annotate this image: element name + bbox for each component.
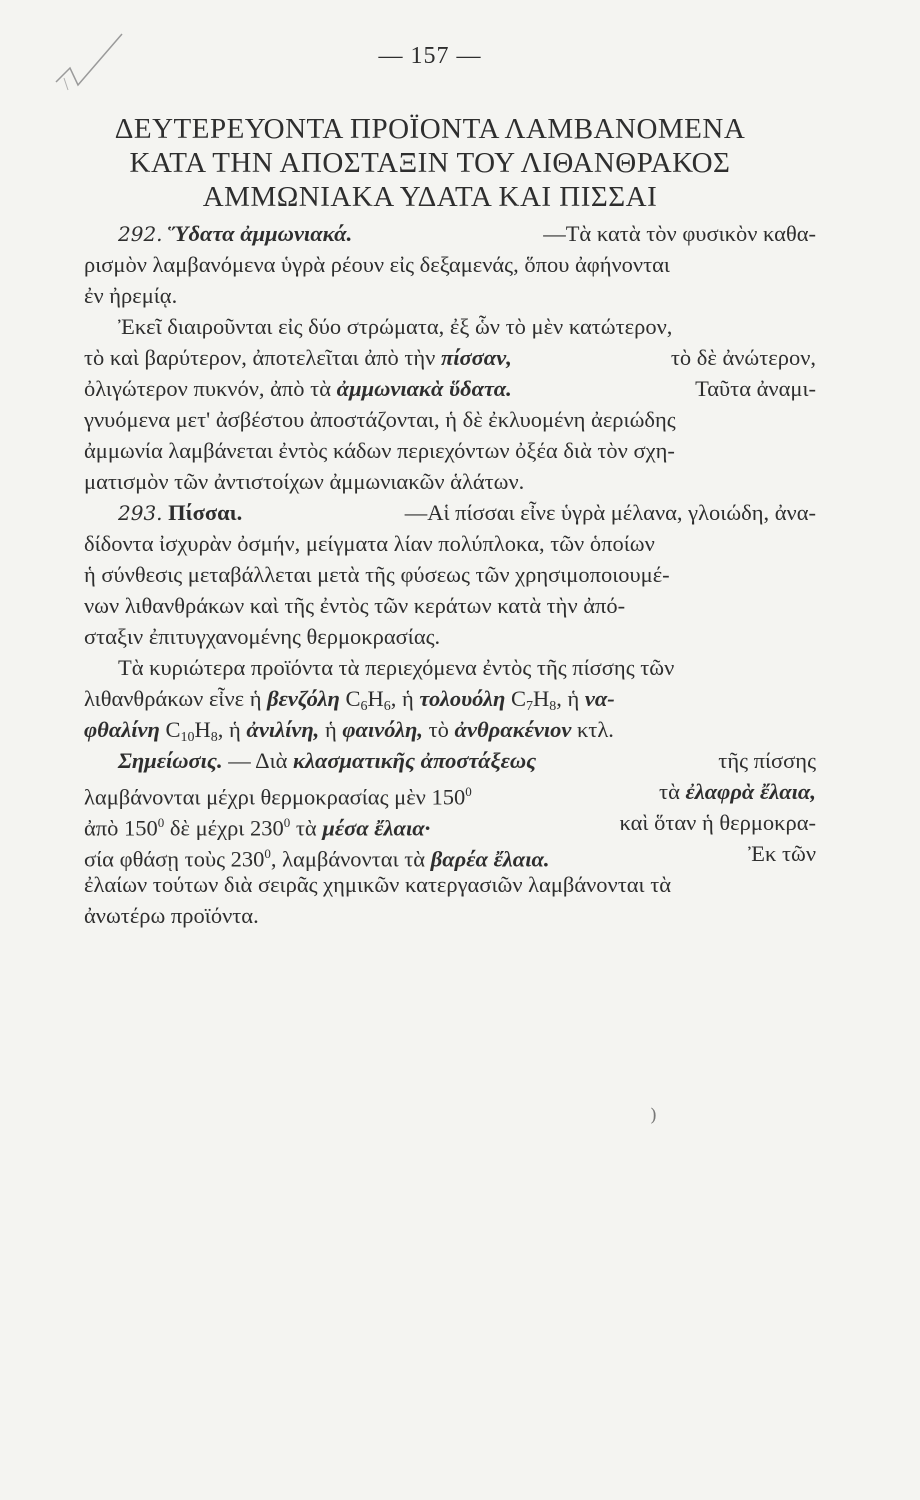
text-span: C: [339, 686, 361, 711]
term-toluoli: τολουόλη: [419, 686, 506, 711]
superscript: 0: [283, 815, 291, 830]
term-mesa-elaia: μέσα ἔλαια·: [322, 815, 431, 841]
text-span: , λαμβάνονται τὰ: [270, 846, 431, 872]
text-line: [84, 714, 816, 745]
text-span: [84, 342, 512, 373]
term-pissan: πίσσαν,: [440, 345, 512, 370]
term-naphthalini-end: φθαλίνη: [84, 717, 160, 742]
text-line: [84, 652, 816, 683]
term-naphthalini-start: να-: [584, 686, 615, 711]
text-span: —Τὰ κατὰ τὸν φυσικὸν καθα-: [543, 221, 816, 246]
text-line: σταξιν ἐπιτυγχανομένης θερμοκρασίας.: [84, 624, 441, 649]
text-span: ὀλιγώτερον πυκνόν, ἀπὸ τὰ: [84, 376, 337, 401]
text-span: τὸ καὶ βαρύτερον, ἀποτελεῖται ἀπὸ τὴν: [84, 345, 441, 370]
text-line: γνυόμενα μετ' ἀσβέστου ἀποστάζονται, ἡ δὲ ἐκλυομένη ἀεριώδης: [84, 407, 676, 432]
section-title-293: Πίσσαι.: [168, 500, 243, 525]
text-span: H: [194, 717, 211, 742]
text-line: [84, 807, 816, 841]
text-line: ἡ σύνθεσις μεταβάλλεται μετὰ τῆς φύσεως τῶν χρησιμοποιουμέ-: [84, 562, 670, 587]
text-line: ἐν ἠρεμίᾳ.: [84, 283, 178, 308]
note-label: Σημείωσις.: [118, 748, 223, 773]
text-span: C: [159, 717, 181, 742]
chapter-heading: [40, 112, 820, 214]
page-number: — 157 —: [378, 43, 482, 69]
text-span: , ἡ: [556, 686, 585, 711]
body-text: [84, 218, 816, 931]
text-span: [84, 745, 536, 776]
text-span: ἀπὸ 150: [84, 815, 158, 841]
term-anilini: ἀνιλίνη,: [246, 717, 320, 742]
subscript: 8: [210, 730, 218, 745]
text-line: δίδοντα ἰσχυρὰν ὀσμήν, μείγματα λίαν πολύπλοκα, τῶν ὁποίων: [84, 531, 655, 556]
line-start: [84, 218, 352, 249]
text-span: —Αἱ πίσσαι εἶνε ὑγρὰ μέλανα, γλοιώδη, ἀνα-: [404, 500, 816, 525]
superscript: 0: [465, 784, 472, 799]
text-span: [659, 776, 816, 807]
superscript: 0: [157, 815, 165, 830]
text-span: Ἐκ τῶν: [748, 841, 816, 866]
text-line: [84, 745, 816, 776]
text-span: καὶ ὅταν ἡ θερμοκρα-: [619, 810, 816, 835]
section-title-292: Ὕδατα ἀμμωνιακά.: [168, 221, 353, 246]
line-start: [84, 497, 242, 528]
text-span: [84, 807, 431, 841]
text-span: τὰ: [290, 815, 323, 841]
subscript: 7: [525, 699, 533, 714]
text-span: τὰ: [659, 779, 686, 804]
text-line: [84, 776, 816, 810]
term-anthrakenion: ἀνθρακένιον: [454, 717, 572, 742]
subscript: 6: [360, 699, 368, 714]
text-span: λαμβάνονται μέχρι θερμοκρασίας μὲν 150: [84, 784, 466, 810]
text-span: τὸ δὲ ἀνώτερον,: [670, 345, 816, 370]
term-ammoniaka-hydata: ἀμμωνιακὰ ὕδατα.: [336, 376, 512, 401]
text-line: [84, 311, 816, 342]
term-phainoli: φαινόλη,: [342, 717, 423, 742]
text-span: , ἡ: [217, 717, 247, 742]
text-span: ἡ: [319, 717, 343, 742]
text-span: [84, 373, 512, 404]
term-benzoli: βενζόλη: [267, 686, 340, 711]
text-line: [84, 218, 816, 249]
text-line: ἀνωτέρω προϊόντα.: [84, 903, 259, 928]
heading-line-3: ΑΜΜΩΝΙΑΚΑ ΥΔΑΤΑ ΚΑΙ ΠΙΣΣΑΙ: [202, 181, 658, 213]
subscript: 8: [549, 699, 557, 714]
text-span: Ἐκεῖ διαιροῦνται εἰς δύο στρώματα, ἐξ ὧν τὸ μὲν κατώτερον,: [118, 314, 673, 339]
text-span: , ἡ: [390, 686, 420, 711]
superscript: 0: [264, 846, 271, 861]
text-line: ματισμὸν τῶν ἀντιστοίχων ἀμμωνιακῶν ἁλάτων.: [84, 469, 525, 494]
text-span: H: [532, 686, 550, 711]
term-elafra-elaia: ἐλαφρὰ ἔλαια,: [685, 779, 816, 804]
text-span: λιθανθράκων εἶνε ἡ: [84, 686, 268, 711]
text-line: νων λιθανθράκων καὶ τῆς ἐντὸς τῶν κεράτων κατὰ τὴν ἀπό-: [84, 593, 626, 618]
text-span: τὸ: [423, 717, 455, 742]
text-line: [84, 683, 816, 714]
text-span: Τὰ κυριώτερα προϊόντα τὰ περιεχόμενα ἐντὸς τῆς πίσσης τῶν: [118, 655, 675, 680]
text-span: τῆς πίσσης: [718, 748, 816, 773]
text-line: ρισμὸν λαμβανόμενα ὑγρὰ ρέουν εἰς δεξαμενάς, ὅπου ἀφήνονται: [84, 252, 670, 277]
text-span: [84, 714, 614, 745]
heading-line-1: ΔΕΥΤΕΡΕΥΟΝΤΑ ΠΡΟΪΟΝΤΑ ΛΑΜΒΑΝΟΜΕΝΑ: [114, 113, 746, 145]
text-span: σία φθάσῃ τοὺς 230: [84, 846, 265, 872]
text-span: κτλ.: [571, 717, 614, 742]
text-line: [84, 342, 816, 373]
subscript: 6: [383, 699, 391, 714]
section-number-293: 293.: [118, 501, 163, 525]
term-klasmatiki-apostaxis: κλασματικῆς ἀποστάξεως: [293, 748, 537, 773]
text-span: H: [367, 686, 384, 711]
text-span: [84, 838, 550, 872]
text-line: [84, 497, 816, 528]
text-span: — Διὰ: [222, 748, 294, 773]
text-span: [84, 776, 472, 810]
text-line: ἀμμωνία λαμβάνεται ἐντὸς κάδων περιεχόντων ὀξέα διὰ τὸν σχη-: [84, 438, 675, 463]
section-number-292: 292.: [118, 222, 163, 246]
heading-line-2: ΚΑΤΑ ΤΗΝ ΑΠΟΣΤΑΞΙΝ ΤΟΥ ΛΙΘΑΝΘΡΑΚΟΣ: [129, 147, 731, 179]
text-line: ἐλαίων τούτων διὰ σειρᾶς χημικῶν κατεργασιῶν λαμβάνονται τὰ: [84, 872, 672, 897]
term-barea-elaia: βαρέα ἔλαια.: [430, 846, 550, 872]
text-span: C: [505, 686, 526, 711]
text-span: [84, 683, 615, 714]
stray-mark: ): [650, 1105, 658, 1126]
text-span: Ταῦτα ἀναμι-: [695, 376, 816, 401]
text-line: [84, 838, 816, 872]
text-line: [84, 373, 816, 404]
text-span: δὲ μέχρι 230: [164, 815, 284, 841]
subscript: 10: [180, 730, 195, 745]
